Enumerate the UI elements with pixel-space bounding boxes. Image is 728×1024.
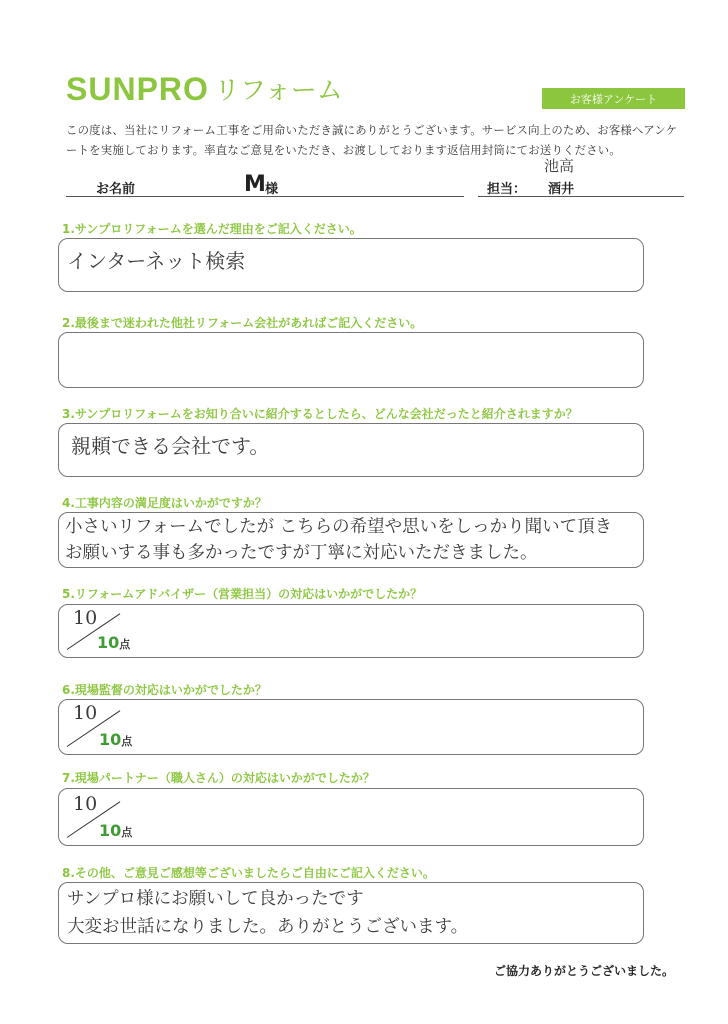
logo-subtitle: リフォーム bbox=[214, 76, 343, 106]
logo: SUNPRO bbox=[66, 71, 209, 107]
staff-label: 担当： bbox=[487, 182, 527, 197]
answer-box-7 bbox=[58, 788, 644, 846]
answer-4-line-1: 小さいリフォームでしたが こちらの希望や思いをしっかり聞いて頂き bbox=[65, 517, 613, 537]
question-4: 4.工事内容の満足度はいかがですか？ bbox=[62, 496, 267, 510]
question-6: 6.現場監督の対応はいかがでしたか？ bbox=[62, 683, 267, 697]
staff-name: 酒井 bbox=[548, 182, 575, 197]
intro-text: この度は、当社にリフォーム工事をご用命いただき誠にありがとうございます。サービス向上のため、お客様へアンケートを実施しております。率直なご意見をいただき、お渡ししております返信用封筒にてお送りください。 bbox=[66, 123, 678, 157]
question-1: 1.サンプロリフォームを選んだ理由をご記入ください。 bbox=[62, 222, 362, 236]
answer-box-8 bbox=[58, 882, 644, 944]
question-7: 7.現場パートナー（職人さん）の対応はいかがでしたか？ bbox=[62, 771, 375, 785]
score-handwritten-7: 10 bbox=[73, 793, 98, 815]
footer-thanks: ご協力ありがとうございました。 bbox=[494, 964, 675, 978]
answer-3-line-1: 親頼できる会社です。 bbox=[71, 434, 270, 458]
name-underline bbox=[66, 196, 464, 197]
staff-underline bbox=[478, 196, 684, 197]
answer-8-line-1: サンプロ様にお願いして良かったです bbox=[67, 889, 364, 909]
score-7: 10点 bbox=[99, 821, 133, 840]
answer-box-1 bbox=[58, 238, 644, 292]
answer-box-3 bbox=[58, 423, 644, 477]
question-8: 8.その他、ご意見ご感想等ございましたらご自由にご記入ください。 bbox=[62, 866, 435, 880]
name-value: M bbox=[244, 172, 266, 197]
score-handwritten-6: 10 bbox=[73, 702, 98, 724]
answer-4-line-2: お願いする事も多かったですが丁寧に対応いただきました。 bbox=[65, 543, 538, 563]
survey-badge: お客様アンケート bbox=[542, 88, 685, 109]
staff-handwritten: 池高 bbox=[544, 157, 575, 175]
question-3: 3.サンプロリフォームをお知り合いに紹介するとしたら、どんな会社だったと紹介されますか？ bbox=[62, 407, 578, 421]
answer-box-4 bbox=[58, 512, 644, 568]
answer-box-6 bbox=[58, 699, 644, 755]
score-handwritten-5: 10 bbox=[73, 607, 98, 629]
answer-box-5 bbox=[58, 604, 644, 658]
answer-box-2 bbox=[58, 332, 644, 388]
answer-1-line-1: インターネット検索 bbox=[67, 249, 246, 273]
name-label: お名前 bbox=[96, 182, 136, 197]
score-5: 10点 bbox=[97, 633, 131, 652]
answer-8-line-2: 大変お世話になりました。ありがとうございます。 bbox=[67, 917, 469, 937]
question-2: 2.最後まで迷われた他社リフォーム会社があればご記入ください。 bbox=[62, 316, 423, 330]
score-6: 10点 bbox=[99, 730, 133, 749]
name-suffix: 様 bbox=[265, 182, 279, 197]
question-5: 5.リフォームアドバイザー（営業担当）の対応はいかがでしたか？ bbox=[62, 587, 423, 601]
